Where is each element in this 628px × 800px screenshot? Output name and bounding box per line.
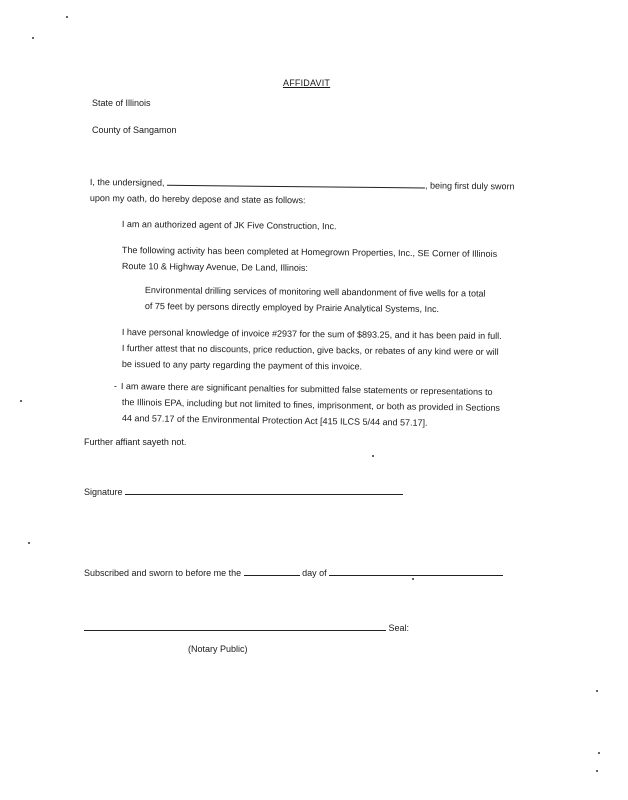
intro-text-1: I, the undersigned, — [89, 176, 165, 188]
intro-line-2: upon my oath, do hereby depose and state as follows: — [89, 192, 306, 206]
penalty-text-1: I am aware there are significant penalties for submitted false statements or representations to — [120, 381, 493, 397]
activity-line-2: Route 10 & Highway Avenue, De Land, Illinois: — [121, 260, 308, 273]
scan-speck — [596, 690, 598, 692]
agent-statement: I am an authorized agent of JK Five Construction, Inc. — [121, 218, 337, 232]
further-affiant: Further affiant sayeth not. — [84, 437, 187, 447]
intro-line-1 — [90, 176, 515, 193]
scan-speck — [596, 770, 598, 772]
notary-signature-blank-field[interactable] — [84, 622, 386, 631]
month-year-blank-field[interactable] — [329, 567, 503, 576]
scan-speck — [20, 400, 22, 402]
signature-label: Signature — [84, 487, 123, 497]
document-title: AFFIDAVIT — [283, 78, 331, 88]
scan-speck — [32, 37, 34, 39]
penalty-line-1 — [114, 380, 493, 398]
scan-speck — [66, 16, 68, 18]
knowledge-line-2: I further attest that no discounts, price reduction, give backs, or rebates of any kind were or will — [121, 342, 499, 357]
scan-speck — [598, 752, 600, 754]
services-line-1: Environmental drilling services of monitoring well abandonment of five wells for a total — [144, 284, 486, 299]
state-line: State of Illinois — [92, 98, 151, 108]
signature-row — [84, 486, 403, 498]
signature-blank-field[interactable] — [125, 486, 403, 495]
services-line-2: of 75 feet by persons directly employed by Prairie Analytical Systems, Inc. — [144, 300, 440, 315]
knowledge-line-3: be issued to any party regarding the payment of this invoice. — [121, 358, 363, 372]
notary-public-label: (Notary Public) — [188, 644, 248, 654]
scan-speck — [28, 542, 30, 544]
penalty-line-2: the Illinois EPA, including but not limited to fines, imprisonment, or both as provided in Sections — [121, 396, 500, 413]
knowledge-line-1: I have personal knowledge of invoice #2937 for the sum of $893.25, and it has been paid in full. — [121, 326, 502, 341]
intro-text-2: , being first duly sworn — [424, 180, 515, 192]
subscribed-text-2: day of — [302, 568, 327, 578]
bullet-mark: - — [113, 380, 117, 392]
notary-row — [84, 622, 409, 634]
subscribed-row — [84, 567, 503, 579]
activity-line-1: The following activity has been completed at Homegrown Properties, Inc., SE Corner of Illinois — [121, 244, 498, 259]
day-blank-field[interactable] — [244, 567, 300, 576]
name-blank-field[interactable] — [167, 177, 425, 189]
subscribed-text-1: Subscribed and sworn to before me the — [84, 568, 242, 578]
seal-label: Seal: — [388, 623, 410, 633]
county-line: County of Sangamon — [92, 125, 177, 135]
penalty-line-3: 44 and 57.17 of the Environmental Protection Act [415 ILCS 5/44 and 57.17]. — [121, 412, 428, 428]
scan-speck — [372, 455, 374, 457]
